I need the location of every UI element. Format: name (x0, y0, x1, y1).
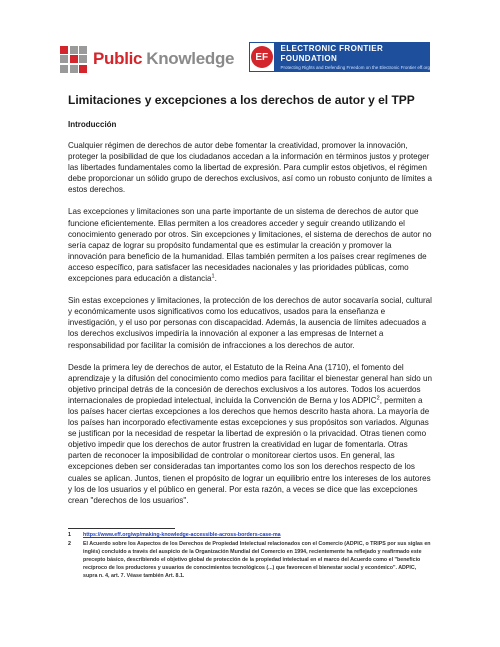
public-knowledge-grid-icon (60, 46, 87, 73)
footnote-number: 1 (68, 532, 71, 538)
paragraph-4: Desde la primera ley de derechos de autor, el Estatuto de la Reina Ana (1710), el fomento del aprendizaje y la difusión del conocimiento como medios para facilitar el bienestar general han sido un objetivo principal detrás de la concesión de derechos exclusivos a los autores. Todos los acuerdos internacionales de propiedad intelectual, incluida la Convención de Berna y los ADPIC$^2$, permiten a los países hacer ciertas excepciones a los derechos que hemos descrito hasta ahora. La mayoría de los países han incorporado efectivamente estas excepciones y sus propósitos son variados. Algunas se justifican por la necesidad de respetar la libertad de expresión o la privacidad. Otras tienen como objetivo impedir que los derechos de autor frustren la creatividad en lugar de fomentarla. Otras parten de reconocer la imposibilidad de controlar o monitorear ciertos usos. En general, las excepciones deben ser consideradas tan importantes como los son los derechos respecto de los cuales se aplican. Juntos, tienen el propósito de lograr un equilibrio entre los intereses de los autores y los de los usuarios y el público en general. Por esta razón, a veces se dice que las excepciones crean "derechos de los usuarios". (68, 362, 432, 505)
paragraph-1: Cualquier régimen de derechos de autor debe fomentar la creatividad, promover la innovación, proteger la posibilidad de que los ciudadanos accedan a la información en términos justos y proteger las libertades fundamentales como la libertad de expresión. Para cumplir estos objetivos, el régimen debe proporcionar un sólido grupo de derechos exclusivos, así como un robusto conjunto de límites a estos derechos. (68, 141, 432, 195)
eff-tagline: Protecting Rights and Defending Freedom on the Electronic Frontier eff.org (280, 64, 430, 70)
document-title: Limitaciones y excepciones a los derechos de autor y el TPP (68, 93, 415, 107)
footnote-1 (68, 531, 432, 539)
footnote-ref-2[interactable]: 2 (376, 395, 380, 402)
public-knowledge-logo (60, 44, 234, 74)
footnote-ref-1[interactable]: 1 (211, 273, 215, 280)
eff-name: ELECTRONIC FRONTIER FOUNDATION (280, 43, 384, 63)
eff-mark-icon: EF (249, 42, 275, 72)
footnote-link[interactable]: https://www.eff.org/wp/making-knowledge-accessible-across-borders-case-ma (83, 532, 281, 538)
footnote-number: 2 (68, 541, 71, 547)
public-knowledge-word-public: Public (93, 49, 143, 68)
paragraph-3: Sin estas excepciones y limitaciones, la protección de los derechos de autor socavaría social, cultural y económicamente usos significativos como los educativos, usados para la enseñanza e investigación, y el uso por personas con discapacidad. Además, la ausencia de límites adecuados a los derechos exclusivos impediría la innovación al exponer a las empresas de Internet a responsabilidad por facilitar la comisión de infracciones a los derechos de autor. (68, 296, 432, 350)
footnote-2 (68, 540, 432, 580)
footnote-text: El Acuerdo sobre los Aspectos de los Derechos de Propiedad Intelectual relacionados con el Comercio (ADPIC, o TRIPS por sus siglas en inglés) concluido a través del auspicio de la Organización Mundial del Comercio en 1994, recientemente ha reflejado y reafirmado este precepto básico, describiendo el objetivo global de protección de la propiedad intelectual en el marco del Acuerdo como el "beneficio recíproco de los productores y usuarios de conocimientos tecnológicos (...) que favorecen el bienestar social y económico". ADPIC, supra n. 4, art. 7. Véase también Art. 8.1. (83, 541, 431, 579)
section-heading: Introducción (68, 120, 117, 129)
document-body (68, 93, 432, 517)
footnote-divider (68, 528, 175, 529)
eff-logo (249, 42, 430, 72)
public-knowledge-word-knowledge: Knowledge (146, 49, 235, 68)
paragraph-2: Las excepciones y limitaciones son una parte importante de un sistema de derechos de autor que funcione eficientemente. Ellas permiten a los creadores acceder y seguir creando utilizando el conocimiento generado por otros. Sin excepciones y limitaciones, el sistema de derechos de autor no sería capaz de lograr su propósito fundamental que es estimular la creación y promover la innovación para beneficio de la humanidad. Ellas también permiten a los países crear regímenes de acceso específico, para satisfacer las necesidades nacionales y las prioridades públicas, como excepciones para educación a distancia$^1$. (68, 207, 432, 284)
footnotes (68, 531, 432, 581)
page-header (0, 0, 500, 90)
